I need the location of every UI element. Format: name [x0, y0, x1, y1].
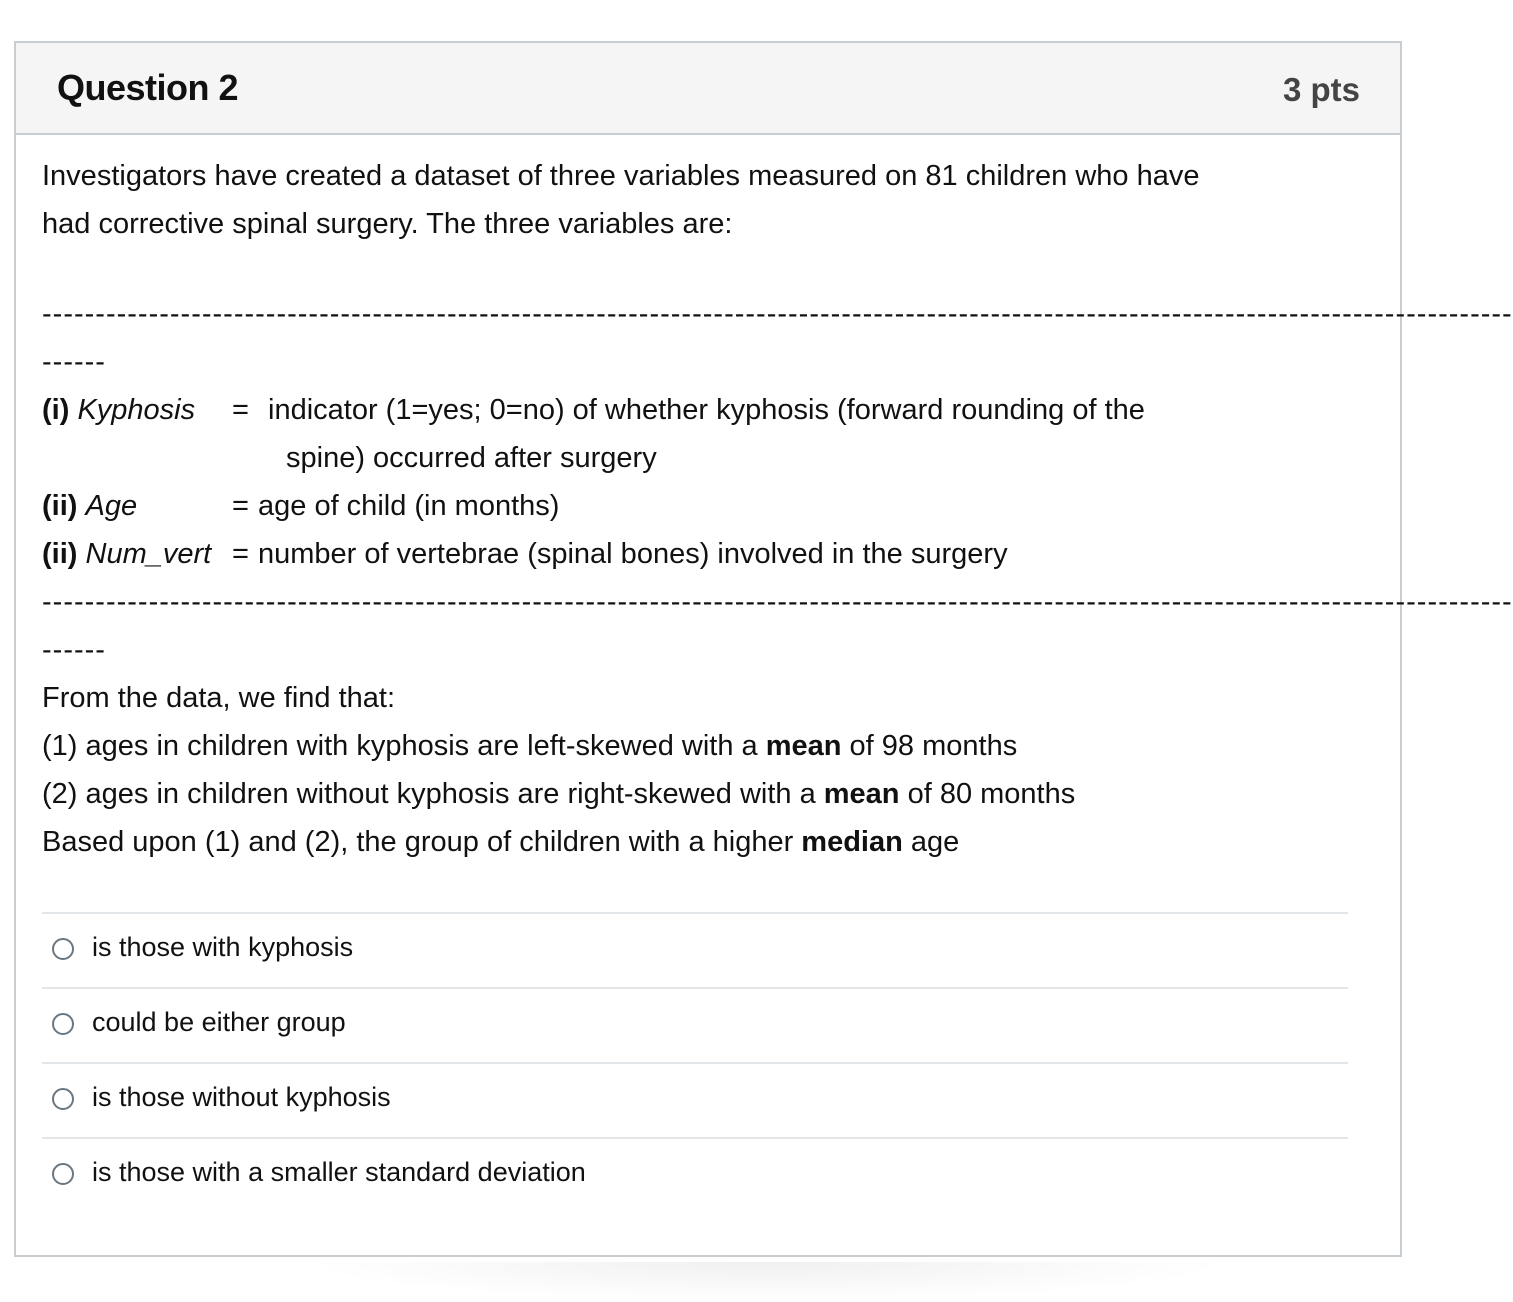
answer-option[interactable]	[42, 1062, 1348, 1137]
question-points: 3 pts	[1282, 71, 1360, 108]
equals-sign: =	[232, 394, 249, 426]
separator-top: ------------------------------------------------------------------------------------------------------------------------------------------	[42, 298, 1513, 330]
answer-label[interactable]: is those with kyphosis	[92, 932, 354, 962]
answer-label[interactable]: is those without kyphosis	[92, 1082, 391, 1112]
variable-label: (ii) Num_vert	[42, 538, 212, 570]
question-intro	[42, 152, 1352, 248]
question-title: Question 2	[57, 67, 239, 108]
equals-sign: =	[232, 490, 249, 522]
answer-label[interactable]: could be either group	[92, 1007, 346, 1037]
answer-option[interactable]	[42, 912, 1348, 987]
variable-kyphosis	[42, 386, 1145, 434]
variable-kyphosis-desc-cont: spine) occurred after surgery	[286, 442, 657, 474]
finding-1: (1) ages in children with kyphosis are left-skewed with a mean of 98 months	[42, 730, 1018, 762]
findings-intro: From the data, we find that:	[42, 682, 396, 714]
answer-label[interactable]: is those with a smaller standard deviation	[92, 1157, 586, 1187]
variable-description: indicator (1=yes; 0=no) of whether kyphosis (forward rounding of the	[268, 394, 1145, 426]
separator-top-tail: ------	[42, 346, 106, 378]
intro-line-2: had corrective spinal surgery. The three variables are:	[42, 208, 733, 240]
variable-age	[42, 482, 559, 530]
answer-list	[42, 912, 1348, 1212]
equals-sign: =	[232, 538, 249, 570]
variable-label: (ii) Age	[42, 490, 138, 522]
separator-bottom-tail: ------	[42, 634, 106, 666]
finding-conclusion: Based upon (1) and (2), the group of children with a higher median age	[42, 826, 960, 858]
radio-button[interactable]	[52, 1163, 74, 1185]
answer-option[interactable]	[42, 1137, 1348, 1212]
findings	[42, 674, 1352, 866]
intro-line-1: Investigators have created a dataset of three variables measured on 81 children who have	[42, 160, 1200, 192]
variable-num-vert	[42, 530, 1008, 578]
radio-button[interactable]	[52, 1013, 74, 1035]
variable-label: (i) Kyphosis	[42, 394, 196, 426]
variable-description: age of child (in months)	[258, 490, 560, 522]
variable-description: number of vertebrae (spinal bones) involved in the surgery	[258, 538, 1008, 570]
radio-button[interactable]	[52, 1088, 74, 1110]
answer-option[interactable]	[42, 987, 1348, 1062]
finding-2: (2) ages in children without kyphosis are right-skewed with a mean of 80 months	[42, 778, 1076, 810]
separator-bottom: ------------------------------------------------------------------------------------------------------------------------------------------	[42, 586, 1513, 618]
card-shadow	[300, 1262, 1230, 1302]
radio-button[interactable]	[52, 938, 74, 960]
question-header	[16, 43, 1400, 135]
